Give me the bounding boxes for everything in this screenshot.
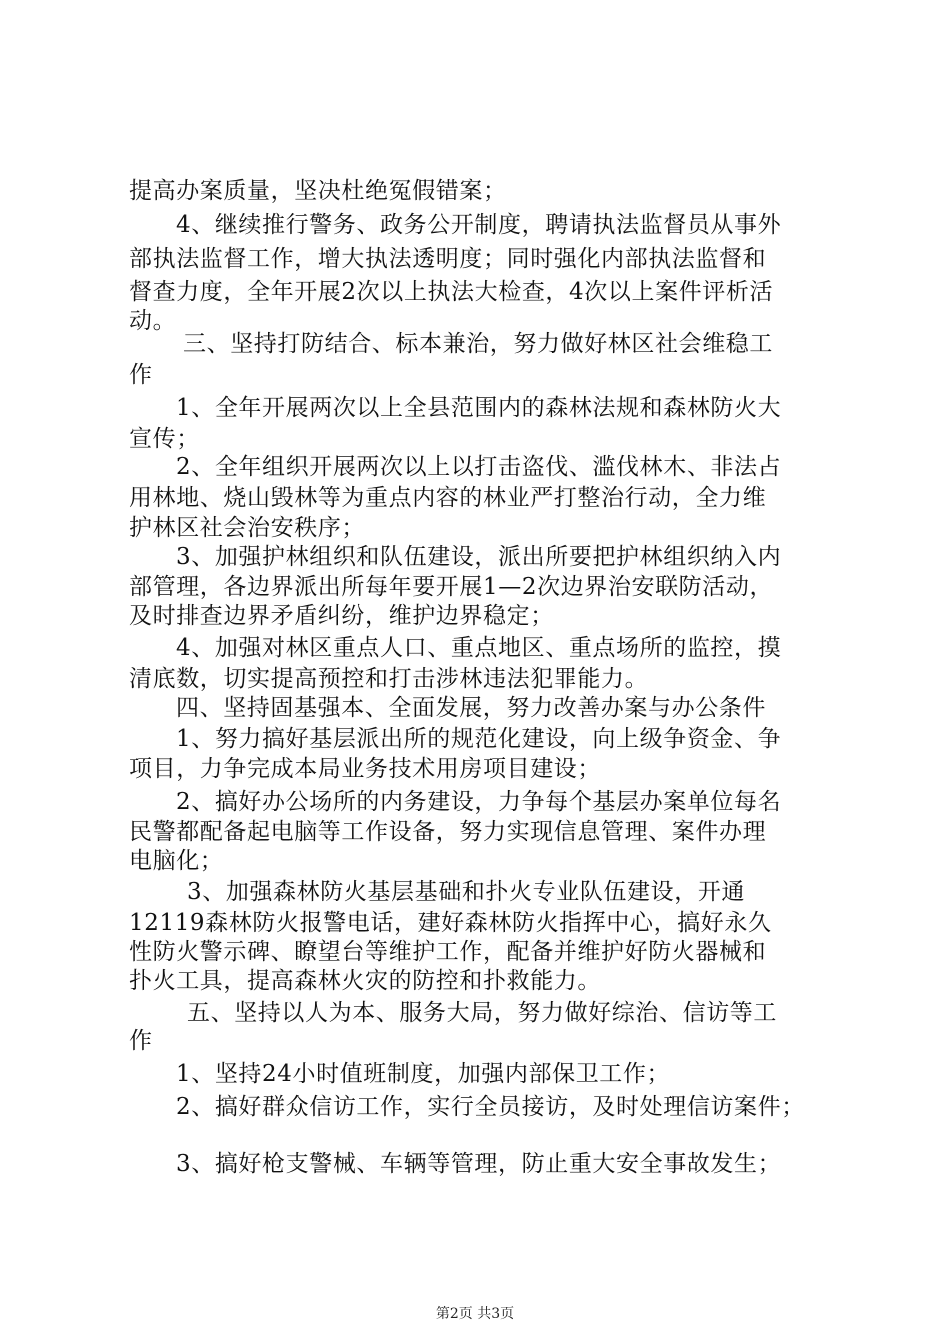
section-heading: 五、坚持以人为本、服务大局，努力做好综治、信访等工: [187, 1000, 777, 1026]
section-heading: 作: [129, 1028, 153, 1054]
body-line: 3、加强森林防火基层基础和扑火专业队伍建设，开通: [187, 879, 746, 905]
body-line: 宣传；: [129, 426, 200, 452]
body-line: 2、全年组织开展两次以上以打击盗伐、滥伐林木、非法占: [176, 454, 782, 480]
body-line: 4、继续推行警务、政务公开制度，聘请执法监督员从事外: [176, 212, 782, 238]
body-line: 民警都配备起电脑等工作设备，努力实现信息管理、案件办理: [129, 819, 767, 845]
body-line: 性防火警示碑、瞭望台等维护工作，配备并维护好防火器械和: [129, 939, 767, 965]
body-line: 电脑化；: [129, 848, 224, 874]
section-heading: 作: [129, 362, 153, 388]
body-line: 护林区社会治安秩序；: [129, 515, 365, 541]
body-line: 清底数，切实提高预控和打击涉林违法犯罪能力。: [129, 666, 649, 692]
body-line: 部管理，各边界派出所每年要开展1—2次边界治安联防活动，: [129, 574, 774, 600]
body-line: 动。: [129, 308, 177, 334]
body-line: 1、全年开展两次以上全县范围内的森林法规和森林防火大: [176, 395, 782, 421]
body-line: 提高办案质量，坚决杜绝冤假错案；: [129, 178, 507, 204]
body-line: 及时排查边界矛盾纠纷，维护边界稳定；: [129, 603, 554, 629]
section-heading: 四、坚持固基强本、全面发展，努力改善办案与办公条件: [176, 695, 766, 721]
body-line: 12119森林防火报警电话，建好森林防火指挥中心，搞好永久: [129, 910, 772, 936]
body-line: 督查力度，全年开展2次以上执法大检查，4次以上案件评析活: [129, 279, 774, 305]
body-line: 2、搞好群众信访工作，实行全员接访，及时处理信访案件；: [176, 1094, 805, 1120]
body-line: 4、加强对林区重点人口、重点地区、重点场所的监控，摸: [176, 635, 782, 661]
body-line: 用林地、烧山毁林等为重点内容的林业严打整治行动，全力维: [129, 485, 767, 511]
body-line: 部执法监督工作，增大执法透明度；同时强化内部执法监督和: [129, 246, 767, 272]
body-line: 1、努力搞好基层派出所的规范化建设，向上级争资金、争: [176, 726, 782, 752]
body-line: 项目，力争完成本局业务技术用房项目建设；: [129, 756, 601, 782]
body-line: 2、搞好办公场所的内务建设，力争每个基层办案单位每名: [176, 789, 782, 815]
body-line: 3、搞好枪支警械、车辆等管理，防止重大安全事故发生；: [176, 1151, 782, 1177]
section-heading: 三、坚持打防结合、标本兼治，努力做好林区社会维稳工: [183, 331, 773, 357]
body-line: 1、坚持24小时值班制度，加强内部保卫工作；: [176, 1061, 671, 1087]
body-line: 扑火工具，提高森林火灾的防控和扑救能力。: [129, 968, 601, 994]
page-number-footer: 第2页 共3页: [435, 1306, 515, 1322]
body-line: 3、加强护林组织和队伍建设，派出所要把护林组织纳入内: [176, 544, 782, 570]
